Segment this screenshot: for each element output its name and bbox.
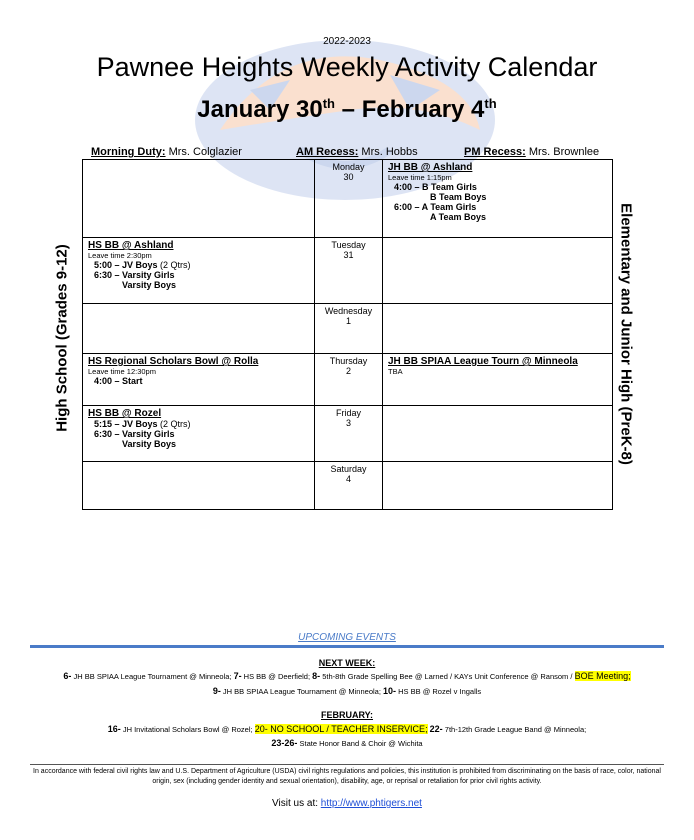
visit-label: Visit us at:: [272, 798, 321, 809]
day-number: 31: [343, 250, 354, 260]
page-title: Pawnee Heights Weekly Activity Calendar: [96, 52, 598, 82]
am-recess: [296, 146, 418, 158]
am-recess-label: AM Recess:: [296, 146, 359, 158]
date-separator: –: [335, 96, 362, 123]
hs-cell-monday: [83, 160, 315, 238]
event-title: HS BB @ Rozel: [88, 408, 162, 419]
event-text: HS BB @ Rozel v Ingalls: [396, 687, 482, 696]
jh-cell-tuesday: [383, 238, 613, 304]
high-school-side-label: High School (Grades 9-12): [53, 244, 71, 432]
next-week-line-1: [0, 671, 694, 681]
event-date: 22-: [429, 724, 443, 734]
morning-duty-name: Mrs. Colglazier: [165, 146, 242, 158]
website-link[interactable]: http://www.phtigers.net: [320, 798, 422, 809]
day-cell-tuesday: [315, 238, 383, 304]
event-leave-time: Leave time 2:30pm: [88, 251, 152, 260]
event-text: State Honor Band & Choir @ Wichita: [297, 739, 423, 748]
visit-line: [0, 798, 694, 809]
day-number: 30: [343, 172, 354, 182]
hs-cell-wednesday: [83, 304, 315, 354]
event-line-main: 5:15 – JV Boys: [94, 419, 158, 429]
next-week-line-2: [0, 686, 694, 696]
event-line-extra: (2 Qtrs): [157, 419, 191, 429]
hs-cell-friday: [83, 406, 315, 462]
pm-recess-label: PM Recess:: [464, 146, 526, 158]
date-start-suffix: th: [322, 96, 335, 111]
event-line: 4:00 – Start: [94, 376, 143, 386]
day-cell-monday: [315, 160, 383, 238]
event-line: 6:00 – A Team Girls: [394, 202, 477, 212]
event-date: 10-: [383, 686, 397, 696]
weekly-calendar: [82, 159, 613, 510]
event-line: B Team Boys: [430, 192, 487, 202]
calendar-row-saturday: [83, 462, 613, 510]
day-name: Wednesday: [324, 306, 373, 316]
event-leave-time: Leave time 1:15pm: [388, 173, 452, 182]
event-title: JH BB SPIAA League Tourn @ Minneola: [388, 356, 578, 367]
jh-cell-monday: [383, 160, 613, 238]
event-text: JH BB SPIAA League Tournament @ Minneola;: [220, 687, 383, 696]
event-text: HS BB @ Deerfield;: [241, 672, 313, 681]
event-text: JH Invitational Scholars Bowl @ Rozel;: [120, 725, 255, 734]
next-week-heading: NEXT WEEK:: [318, 658, 376, 668]
event-title: HS BB @ Ashland: [88, 240, 174, 251]
event-line: Varsity Boys: [122, 280, 177, 290]
calendar-row-thursday: [83, 354, 613, 406]
event-date: 6-: [63, 671, 72, 681]
school-year: 2022-2023: [323, 36, 371, 47]
footer-divider: [30, 764, 664, 765]
event-line: 6:30 – Varsity Girls: [94, 429, 175, 439]
day-cell-saturday: [315, 462, 383, 510]
highlighted-event: 20- NO SCHOOL / TEACHER INSERVICE;: [254, 724, 428, 734]
highlighted-event: BOE Meeting;: [574, 671, 631, 681]
event-line: 4:00 – B Team Girls: [394, 182, 477, 192]
date-end-suffix: th: [484, 96, 497, 111]
event-line: [88, 260, 309, 270]
calendar-row-monday: [83, 160, 613, 238]
calendar-row-tuesday: [83, 238, 613, 304]
day-name: Tuesday: [331, 240, 366, 250]
day-number: 1: [345, 316, 351, 326]
hs-cell-tuesday: [83, 238, 315, 304]
event-text: 5th-8th Grade Spelling Bee @ Larned / KAYs Unit Conference @ Ransom /: [320, 672, 575, 681]
event-line-extra: (2 Qtrs): [157, 260, 191, 270]
upcoming-events-heading: UPCOMING EVENTS: [298, 632, 396, 643]
calendar-row-wednesday: [83, 304, 613, 354]
event-line-main: 5:00 – JV Boys: [94, 260, 158, 270]
event-date: 23-26-: [271, 738, 298, 748]
civil-rights-notice: In accordance with federal civil rights law and U.S. Department of Agriculture (USDA) civil rights regulations and policies, this institution is prohibited from discriminating on the basis of race, color, national origin, sex (including gender identity and sexual orientation), disability, age, or reprisal or retaliation for prior civil rights activity.: [33, 768, 661, 785]
hs-cell-thursday: [83, 354, 315, 406]
pm-recess-name: Mrs. Brownlee: [525, 146, 600, 158]
day-name: Thursday: [329, 356, 368, 366]
day-number: 4: [345, 474, 351, 484]
event-date: 8-: [312, 671, 321, 681]
date-end: February 4: [361, 96, 485, 123]
day-number: 3: [345, 418, 351, 428]
event-date: 9-: [212, 686, 221, 696]
jh-cell-friday: [383, 406, 613, 462]
jh-cell-thursday: [383, 354, 613, 406]
week-dates: [0, 96, 694, 124]
morning-duty-label: Morning Duty:: [91, 146, 166, 158]
event-text: JH BB SPIAA League Tournament @ Minneola;: [71, 672, 234, 681]
hs-cell-saturday: [83, 462, 315, 510]
event-date: 7-: [233, 671, 242, 681]
calendar-row-friday: [83, 406, 613, 462]
day-number: 2: [345, 366, 351, 376]
day-cell-wednesday: [315, 304, 383, 354]
day-cell-friday: [315, 406, 383, 462]
pm-recess: [464, 146, 599, 158]
event-leave-time: Leave time 12:30pm: [88, 367, 156, 376]
day-name: Monday: [332, 162, 365, 172]
am-recess-name: Mrs. Hobbs: [358, 146, 418, 158]
event-line: A Team Boys: [430, 212, 487, 222]
event-line: Varsity Boys: [122, 439, 177, 449]
day-cell-thursday: [315, 354, 383, 406]
divider: [30, 645, 664, 648]
february-line-1: [0, 724, 694, 734]
day-name: Friday: [335, 408, 361, 418]
day-name: Saturday: [330, 464, 367, 474]
date-start: January 30: [197, 96, 323, 123]
february-line-2: [0, 738, 694, 748]
event-line: [88, 419, 309, 429]
jh-cell-saturday: [383, 462, 613, 510]
morning-duty: [91, 146, 242, 158]
event-title: HS Regional Scholars Bowl @ Rolla: [88, 356, 259, 367]
event-title: JH BB @ Ashland: [388, 162, 473, 173]
event-date: 16-: [107, 724, 121, 734]
jh-cell-wednesday: [383, 304, 613, 354]
event-line: 6:30 – Varsity Girls: [94, 270, 175, 280]
elementary-side-label: Elementary and Junior High (PreK-8): [617, 203, 635, 465]
event-text: 7th-12th Grade League Band @ Minneola;: [442, 725, 587, 734]
february-heading: FEBRUARY:: [321, 710, 373, 720]
event-note: TBA: [388, 367, 403, 376]
